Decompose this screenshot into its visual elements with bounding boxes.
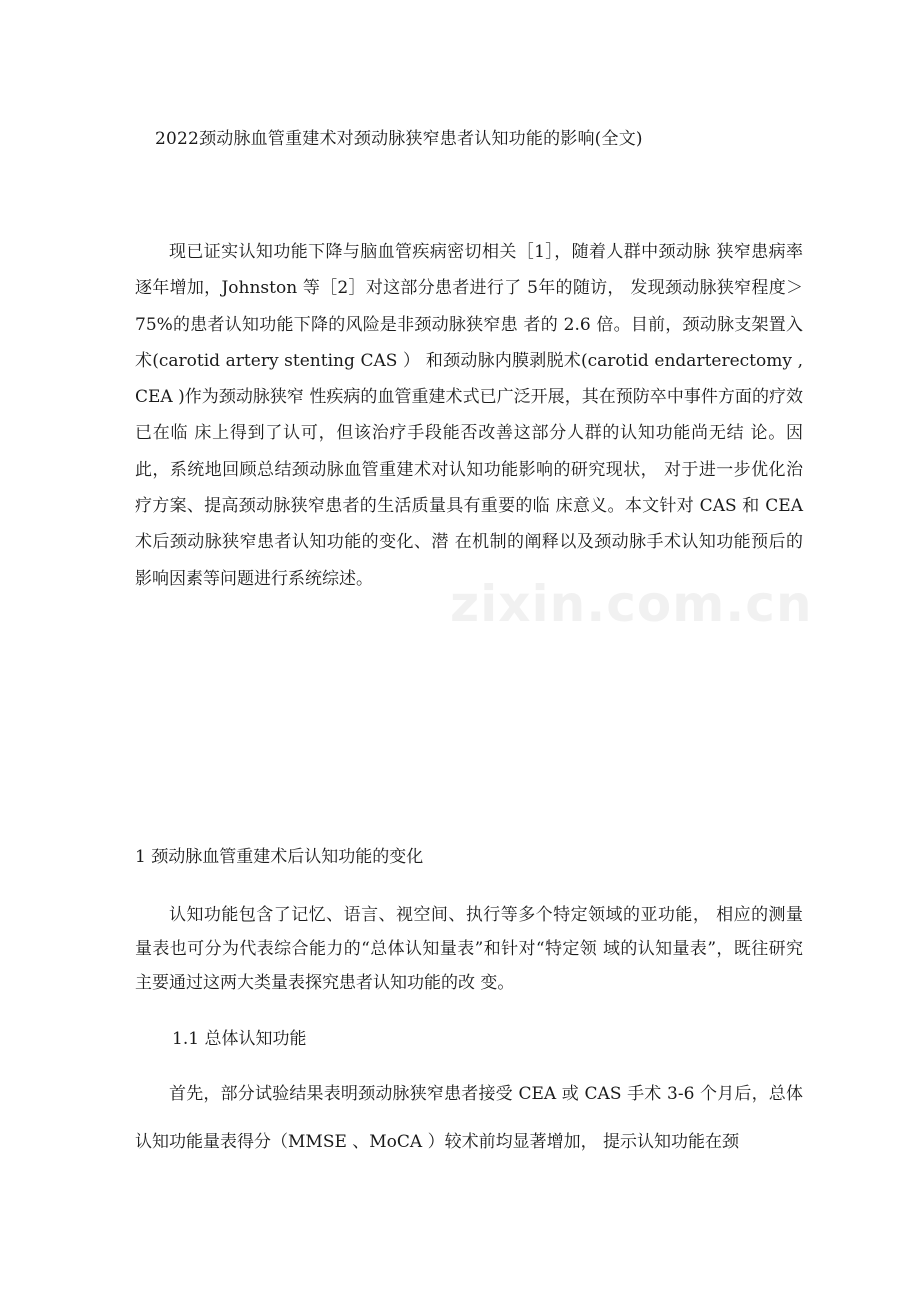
subsection-heading: 1.1 总体认知功能 (172, 1029, 307, 1049)
watermark: zixin.com.cn (450, 575, 813, 633)
intro-paragraph: 现已证实认知功能下降与脑血管疾病密切相关［1］，随着人群中颈动脉 狭窄患病率逐年增加，Johnston 等［2］对这部分患者进行了 5年的随访， 发现颈动脉狭窄程度＞75%的患者认知功能下降的风险是非颈动脉狭窄患 者的 2.6 倍。目前，颈动脉支架置入术(carotid artery stenting CAS ） 和颈动脉内膜剥脱术(carotid endarterectomy , CEA )作为颈动脉狭窄 性疾病的血管重建术式已广泛开展，其在预防卒中事件方面的疗效已在临 床上得到了认可，但该治疗手段能否改善这部分人群的认知功能尚无结 论。因此，系统地回顾总结颈动脉血管重建术对认知功能影响的研究现状， 对于进一步优化治疗方案、提高颈动脉狭窄患者的生活质量具有重要的临 床意义。本文针对 CAS 和 CEA 术后颈动脉狭窄患者认知功能的变化、潜 在机制的阐释以及颈动脉手术认知功能预后的影响因素等问题进行系统综述。 (135, 242, 803, 589)
subsection-paragraph: 首先，部分试验结果表明颈动脉狭窄患者接受 CEA 或 CAS 手术 3-6 个月后，总体认知功能量表得分（MMSE 、MoCA ）较术前均显著增加， 提示认知功能在颈 (135, 1084, 803, 1152)
document-title: 2022颈动脉血管重建术对颈动脉狭窄患者认知功能的影响(全文) (155, 129, 643, 149)
section-heading: 1 颈动脉血管重建术后认知功能的变化 (135, 847, 424, 867)
section-paragraph: 认知功能包含了记忆、语言、视空间、执行等多个特定领域的亚功能， 相应的测量量表也可分为代表综合能力的“总体认知量表”和针对“特定领 域的认知量表”，既往研究主要通过这两大类量表探究患者认知功能的改 变。 (135, 905, 803, 993)
